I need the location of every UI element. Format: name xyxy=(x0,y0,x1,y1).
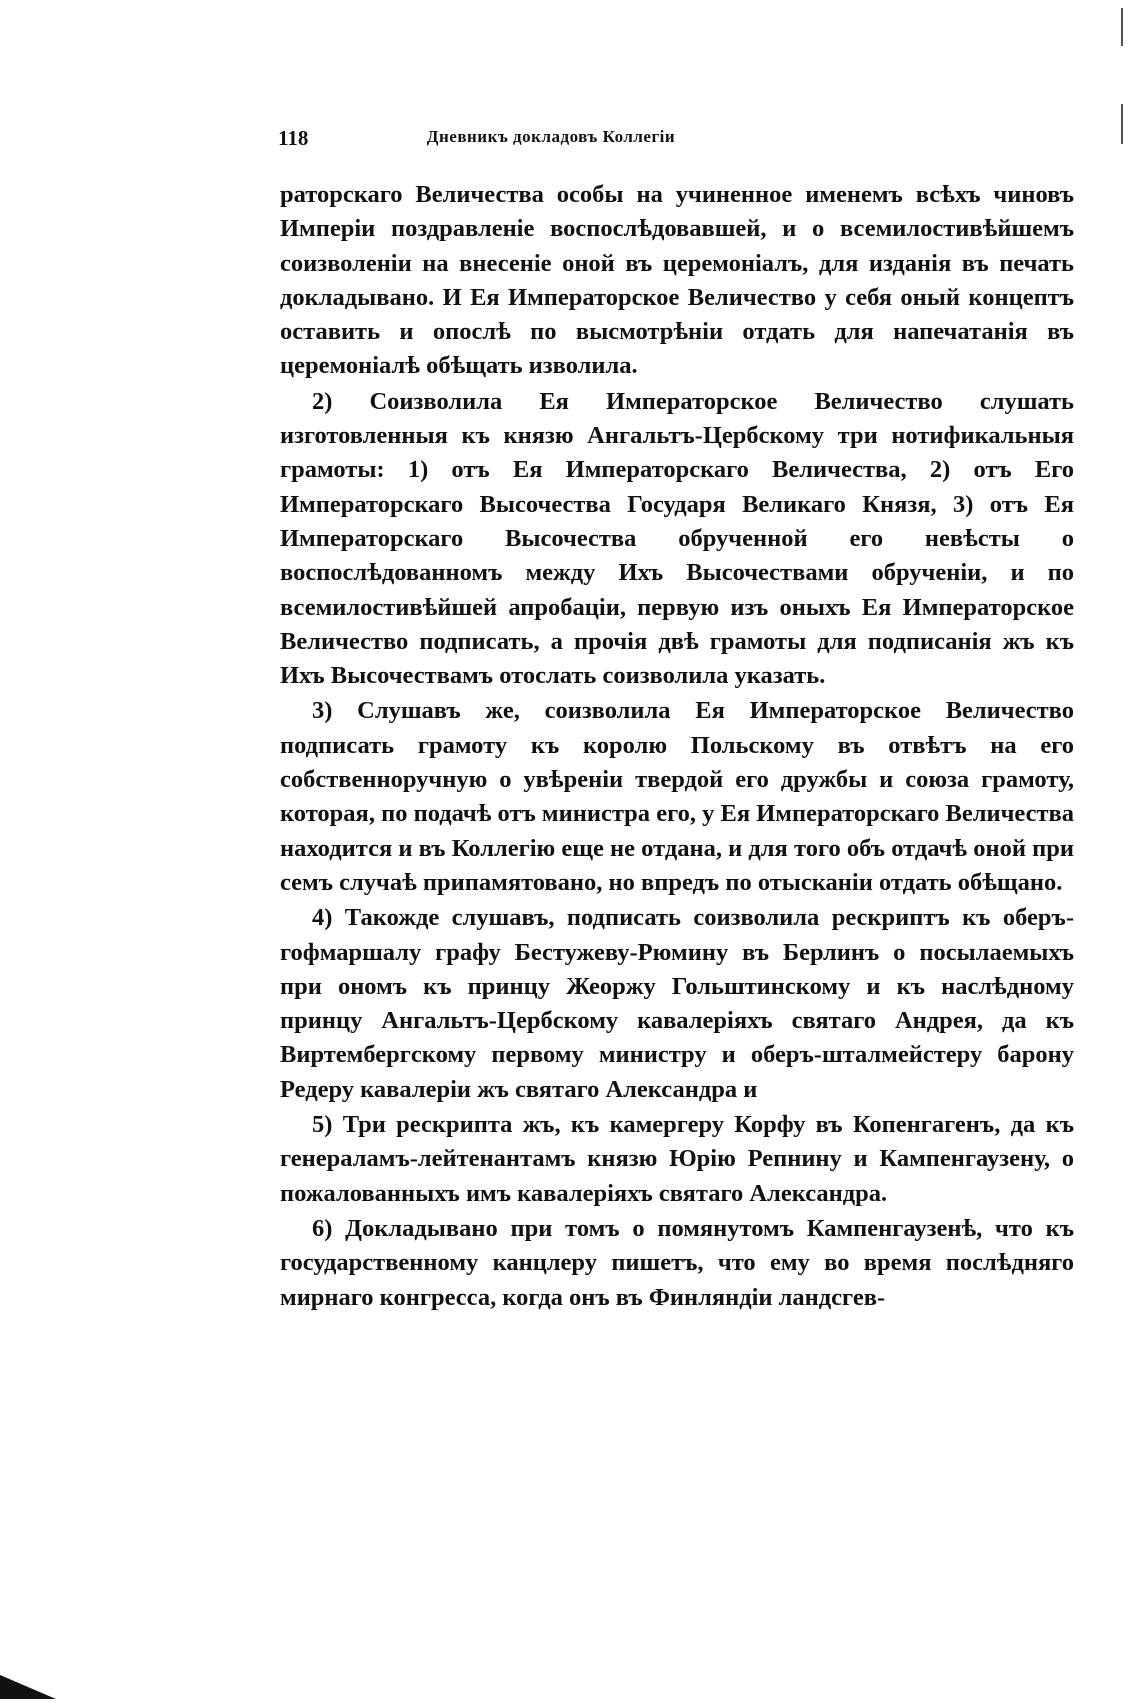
scan-corner-artifact xyxy=(0,1675,56,1699)
paragraph-continuation: раторскаго Величества особы на учиненное именемъ всѣхъ чиновъ Имперіи поздравленіе воспослѣдовавшей, и о всемилостивѣйшемъ соизволеніи на внесеніе оной въ церемоніалъ, для изданія въ печать докладывано. И Ея Императорское Величество у себя оный концептъ оставить и опослѣ по высмотрѣніи отдать для напечатанія въ церемоніалѣ обѣщать изволила. xyxy=(280,181,1074,380)
running-head xyxy=(278,126,824,154)
page-number: 118 xyxy=(278,126,309,150)
scan-edge-mark xyxy=(1121,8,1123,46)
paragraph-item-2: 2) Соизволила Ея Императорское Величество слушать изготовленныя къ князю Ангальтъ-Цербскому три нотификальныя грамоты: 1) отъ Ея Императорскаго Величества, 2) отъ Его Императорскаго Высочества Государя Великаго Князя, 3) отъ Ея Императорскаго Высочества обрученной его невѣсты о воспослѣдованномъ между Ихъ Высочествами обрученіи, и по всемилостивѣйшей апробаціи, первую изъ оныхъ Ея Императорское Величество подписать, а прочія двѣ грамоты для подписанія жъ къ Ихъ Высочествамъ отослать соизволила указать. xyxy=(280,387,1074,690)
scan-edge-mark xyxy=(1121,104,1123,144)
running-title: Дневникъ докладовъ Коллегіи xyxy=(426,127,676,146)
body-text xyxy=(280,178,1074,1315)
paragraph-item-4: 4) Такожде слушавъ, подписать соизволила рескриптъ къ оберъ-гофмаршалу графу Бестужеву-Рюмину въ Берлинъ о посылаемыхъ при ономъ къ принцу Жеоржу Гольштинскому и къ наслѣдному принцу Ангальтъ-Цербскому кавалеріяхъ святаго Андрея, да къ Виртембергскому первому министру и оберъ-шталмейстеру барону Редеру кавалеріи жъ святаго Александра и xyxy=(280,904,1074,1103)
paragraph-item-5: 5) Три рескрипта жъ, къ камергеру Корфу въ Копенгагенъ, да къ генераламъ-лейтенантамъ князю Юрію Репнину и Кампенгаузену, о пожалованныхъ имъ кавалеріяхъ святаго Александра. xyxy=(280,1111,1074,1207)
paragraph-item-3: 3) Слушавъ же, соизволила Ея Императорское Величество подписать грамоту къ королю Польскому въ отвѣтъ на его собственноручную о увѣреніи твердой его дружбы и союза грамоту, которая, по подачѣ отъ министра его, у Ея Императорскаго Величества находится и въ Коллегію еще не отдана, и для того объ отдачѣ оной при семъ случаѣ припамятовано, но впредъ по отысканіи отдать обѣщано. xyxy=(280,697,1074,896)
paragraph-item-6: 6) Докладывано при томъ о помянутомъ Кампенгаузенѣ, что къ государственному канцлеру пишетъ, что ему во время послѣдняго мирнаго конгресса, когда онъ въ Финляндіи ландсгев- xyxy=(280,1214,1074,1311)
